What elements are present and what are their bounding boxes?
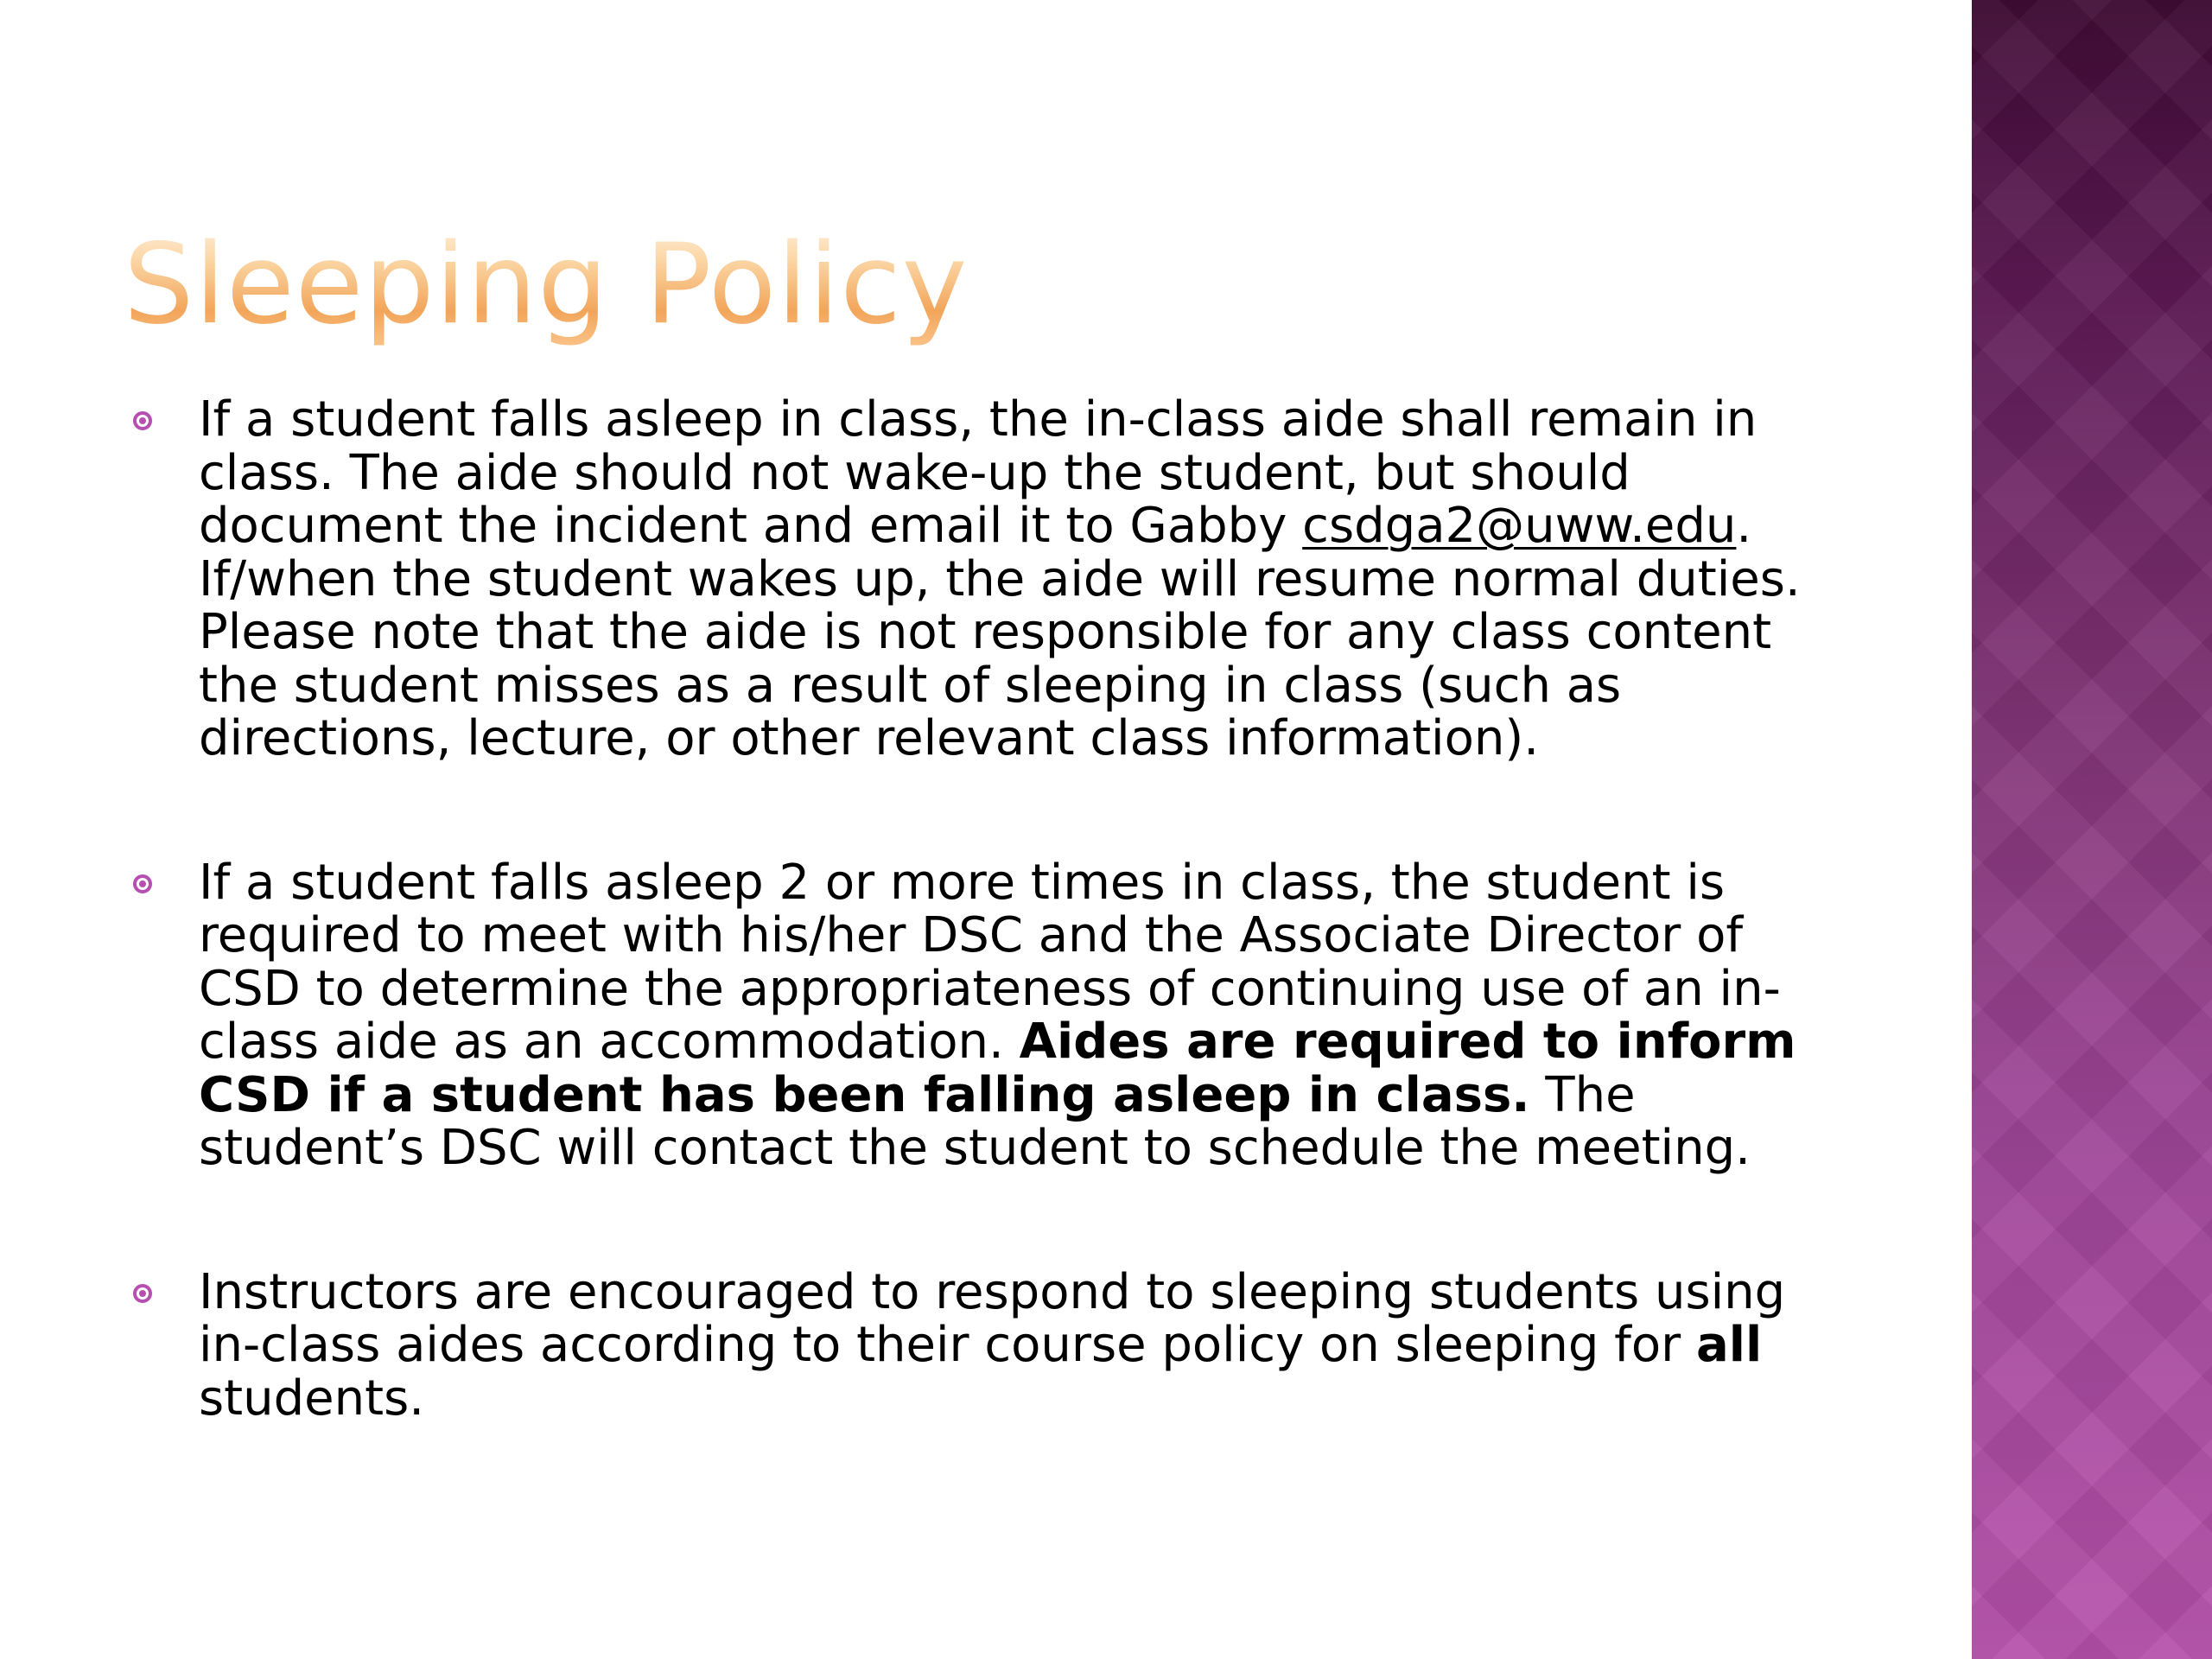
bullet-text: students. xyxy=(199,1370,425,1427)
email-link[interactable]: csdga2@uww.edu xyxy=(1302,498,1737,554)
bullet-text: Instructors are encouraged to respond to sleeping students using in-class aides according to their course policy on sleeping for xyxy=(199,1263,1786,1373)
circle-dot-icon xyxy=(133,1284,152,1303)
bullet-item-repeated-sleeping xyxy=(124,856,1852,1175)
circle-dot-icon xyxy=(133,874,152,893)
bullet-item-instructor-policy xyxy=(124,1263,1852,1427)
bullet-text: If a student falls asleep in class, the in-class aide shall remain in class. The aide should not wake-up the student, but should document the incident and email it to Gabby xyxy=(199,391,1758,554)
bold-text: Aides are required to inform CSD if a student has been falling asleep in class. xyxy=(199,1014,1796,1123)
bullet-text: If a student falls asleep 2 or more times in class, the student is required to meet with his/her DSC and the Associate Director of CSD to determine the appropriateness of continuing use of an in-class aide as an accommodation. xyxy=(199,854,1781,1070)
bullet-text: The student’s DSC will contact the student to schedule the meeting. xyxy=(199,1066,1751,1176)
bullet-item-sleeping-in-class xyxy=(124,393,1852,766)
bullet-text: . If/when the student wakes up, the aide will resume normal duties. Please note that the aide is not responsible for any class content the student misses as a result of sleeping in class (such as directions, lecture, or other relevant class information). xyxy=(199,498,1801,766)
decorative-side-band xyxy=(1972,0,2212,1659)
bullet-list xyxy=(124,393,1852,1425)
bold-text: all xyxy=(1695,1317,1763,1373)
slide-title: Sleeping Policy xyxy=(124,220,969,349)
circle-dot-icon xyxy=(133,411,152,430)
